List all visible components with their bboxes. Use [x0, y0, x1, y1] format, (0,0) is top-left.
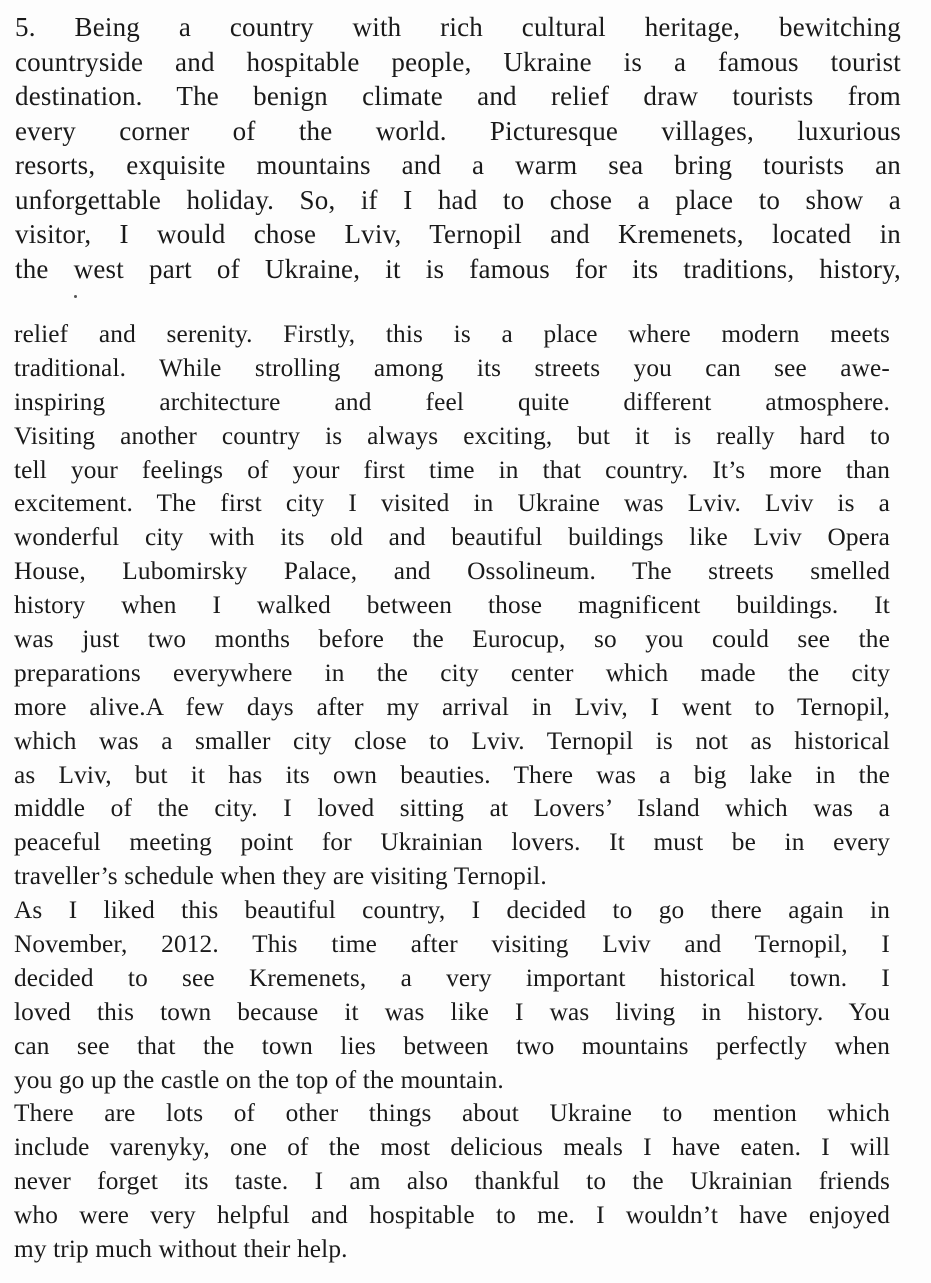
- text-line: excitement. The first city I visited in Ukraine was Lviv. Lviv is a: [14, 489, 890, 518]
- main-text: [14, 318, 890, 1267]
- text-line: unforgettable holiday. So, if I had to chose a place to show a: [15, 184, 901, 215]
- text-line: Visiting another country is always exciting, but it is really hard to: [14, 421, 890, 450]
- text-line: As I liked this beautiful country, I decided to go there again in: [14, 896, 890, 925]
- text-line: November, 2012. This time after visiting Lviv and Ternopil, I: [14, 930, 890, 959]
- text-line: who were very helpful and hospitable to me. I wouldn’t have enjoyed: [14, 1201, 890, 1230]
- text-line: traditional. While strolling among its streets you can see awe-: [14, 353, 890, 382]
- text-line: inspiring architecture and feel quite different atmosphere.: [14, 387, 890, 416]
- text-line: There are lots of other things about Ukraine to mention which: [14, 1099, 890, 1128]
- text-line: 5. Being a country with rich cultural heritage, bewitching: [15, 12, 901, 42]
- text-line: House, Lubomirsky Palace, and Ossolineum. The streets smelled: [14, 557, 890, 586]
- text-line: never forget its taste. I am also thankful to the Ukrainian friends: [14, 1167, 890, 1196]
- text-line: you go up the castle on the top of the mountain.: [14, 1065, 504, 1094]
- text-line: wonderful city with its old and beautiful buildings like Lviv Opera: [14, 523, 890, 552]
- text-line: visitor, I would chose Lviv, Ternopil and Kremenets, located in: [15, 219, 901, 249]
- top-paragraph: [15, 10, 901, 286]
- text-line: more alive.A few days after my arrival in Lviv, I went to Ternopil,: [14, 692, 890, 721]
- text-line: tell your feelings of your first time in that country. It’s more than: [14, 455, 890, 484]
- text-line: my trip much without their help.: [14, 1235, 348, 1264]
- text-line: was just two months before the Eurocup, so you could see the: [14, 625, 890, 654]
- text-line: middle of the city. I loved sitting at Lovers’ Island which was a: [14, 794, 890, 823]
- text-line: decided to see Kremenets, a very important historical town. I: [14, 963, 890, 992]
- text-line: resorts, exquisite mountains and a warm sea bring tourists an: [15, 150, 901, 180]
- text-line: which was a smaller city close to Lviv. Ternopil is not as historical: [14, 726, 890, 755]
- text-line: peaceful meeting point for Ukrainian lovers. It must be in every: [14, 828, 890, 857]
- scan-speck: [74, 295, 77, 298]
- text-line: every corner of the world. Picturesque villages, luxurious: [15, 115, 901, 146]
- text-line: traveller’s schedule when they are visiting Ternopil.: [14, 862, 547, 891]
- text-line: can see that the town lies between two mountains perfectly when: [14, 1031, 890, 1060]
- text-line: countryside and hospitable people, Ukraine is a famous tourist: [15, 46, 901, 77]
- text-line: as Lviv, but it has its own beauties. There was a big lake in the: [14, 760, 890, 789]
- text-line: the west part of Ukraine, it is famous for its traditions, history,: [15, 253, 901, 284]
- text-line: preparations everywhere in the city center which made the city: [14, 658, 890, 687]
- text-line: relief and serenity. Firstly, this is a place where modern meets: [14, 320, 890, 348]
- text-line: destination. The benign climate and relief draw tourists from: [15, 81, 901, 111]
- text-line: history when I walked between those magnificent buildings. It: [14, 591, 890, 620]
- text-line: loved this town because it was like I was living in history. You: [14, 997, 890, 1026]
- text-line: include varenyky, one of the most delicious meals I have eaten. I will: [14, 1133, 890, 1162]
